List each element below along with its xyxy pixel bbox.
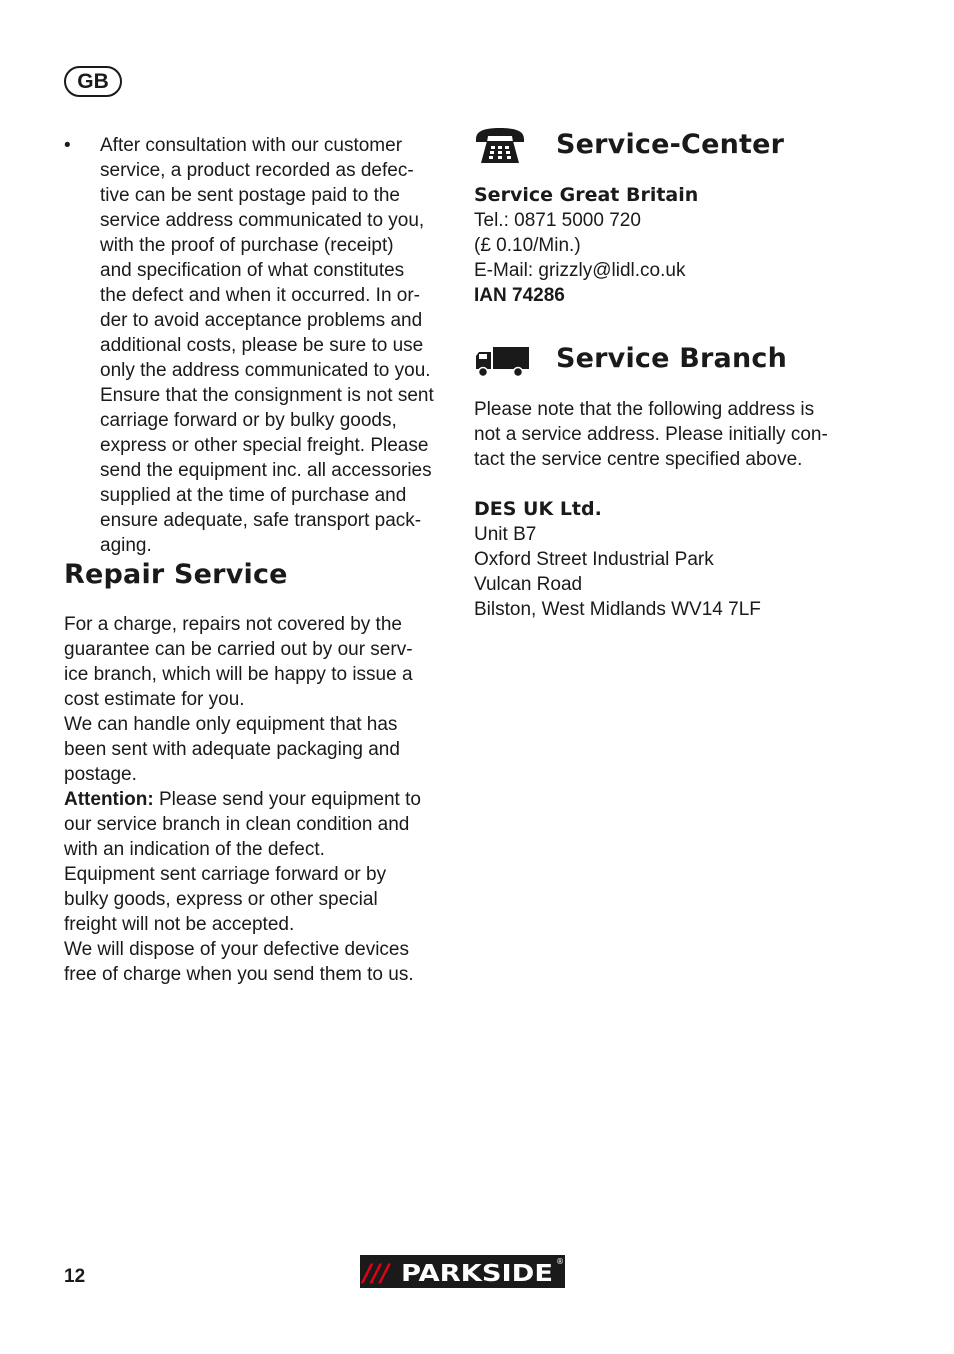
telephone-icon bbox=[474, 125, 530, 165]
logo-wordmark: PARKSIDE bbox=[401, 1261, 553, 1287]
repair-service-paragraph: For a charge, repairs not covered by the guarantee can be carried out by our serv- ice branch, which will be happy to issue a cost estimate for you. We can handle only equipment that has been sent with adequate packaging and postage. Attention: Please send your equipment to our service branch in clean condition and with an indication of the defect. Equipment sent carriage forward or by bulky goods, express or other special freight will not be accepted. We will dispose of your defective devices free of charge when you send them to us. bbox=[64, 614, 421, 985]
ian-number: IAN 74286 bbox=[474, 285, 565, 306]
logo-registered-mark: ® bbox=[556, 1257, 564, 1266]
truck-icon bbox=[474, 339, 530, 379]
bullet-symbol: • bbox=[64, 135, 71, 156]
company-name: DES UK Ltd. bbox=[474, 498, 602, 520]
service-center-rate: (£ 0.10/Min.) bbox=[474, 235, 581, 256]
parkside-logo bbox=[360, 1255, 565, 1288]
service-center-header bbox=[474, 124, 874, 166]
service-center-label: Service Great Britain bbox=[474, 184, 699, 206]
left-column bbox=[64, 133, 454, 987]
right-column bbox=[474, 124, 874, 622]
attention-label: Attention: bbox=[64, 789, 154, 810]
repair-service-heading: Repair Service bbox=[64, 559, 288, 590]
branch-note: Please note that the following address is not a service address. Please initially con- tact the service centre specified above. bbox=[474, 399, 828, 470]
service-center-email: E-Mail: grizzly@lidl.co.uk bbox=[474, 260, 686, 281]
logo-stripes: /// bbox=[363, 1259, 390, 1287]
address-block: Unit B7 Oxford Street Industrial Park Vulcan Road Bilston, West Midlands WV14 7LF bbox=[474, 524, 761, 620]
service-branch-heading: Service Branch bbox=[556, 343, 788, 374]
page-number: 12 bbox=[64, 1266, 86, 1287]
service-center-phone: Tel.: 0871 5000 720 bbox=[474, 210, 641, 231]
language-badge: GB bbox=[64, 66, 122, 97]
list-item bbox=[64, 133, 454, 558]
bullet-paragraph: After consultation with our customer service, a product recorded as defec- tive can be sent postage paid to the service address communicated to you, with the proof of purchase (receipt) and specification of what constitutes the defect and when it occurred. In or- der to avoid acceptance problems and additional costs, please be sure to use only the address communicated to you. Ensure that the consignment is not sent carriage forward or by bulky goods, express or other special freight. Please send the equipment inc. all accessories supplied at the time of purchase and ensure adequate, safe transport pack- aging. bbox=[100, 135, 434, 556]
service-center-heading: Service-Center bbox=[556, 129, 785, 160]
service-branch-header bbox=[474, 338, 874, 380]
